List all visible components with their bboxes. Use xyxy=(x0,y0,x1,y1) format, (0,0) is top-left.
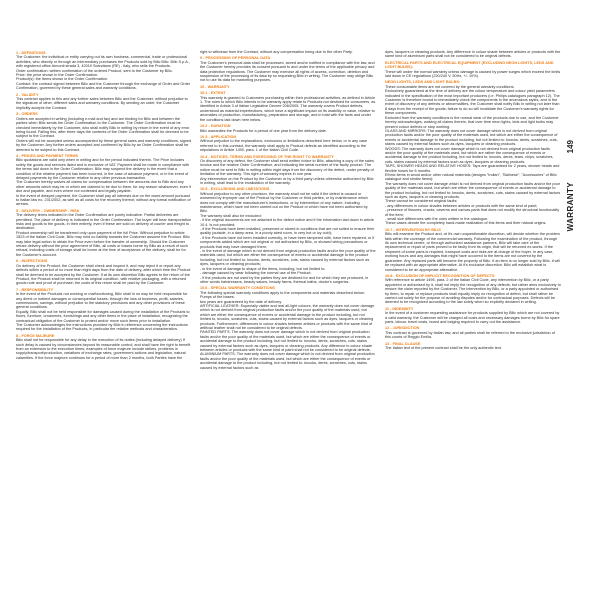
paragraph: On discovery of any defect, the Customer shall send written notice to Bilic, attaching a copy of the sales invoice and the relative Order Confirmation, and indicating the serial number of the faulty product. The notice must be sent to Bilic in writing within eight days from the discovery of the defect, under penalty of limitation of the warranty. This right of warranty expires in one year. xyxy=(200,158,374,177)
section-heading: 10.8 - EXCLUSION OF IMPLICIT RECOGNITION OF DEFECTS xyxy=(385,273,495,278)
section-heading: 9 - PROCESSING OF PERSONAL DATA xyxy=(200,56,271,61)
column-1 xyxy=(16,50,192,586)
paragraph: Bilic will examine the Product and, at it's own unquestionable discretion, will decide whether the problem falls within the coverage of the commercial warranty. Following the examination of the product, through its own technical centre, or through authorized assistance partners, Bilic will take care of the replacement or repair of parts proved to be faulty from its origin, that will be returned ex-works. If the shipment of some parts is required, transport costs and risks are at charge of the buyer. In any case, working hours and any damages that might have occurred to the items are not covered by the guarantee. Any replaced parts will become the property of Bilic. If an item is no longer sold by Bilic, it will be replaced with an appropriate alternative. At it's exclusive discretion, Bilic will establish what is considered to be an appropriate alternative. xyxy=(385,232,560,272)
paragraph: The following special warranty conditions apply to the components and materials described below: Pumps of the bases: xyxy=(200,290,365,300)
section-heading: 10 - WARRANTY xyxy=(200,84,230,89)
section-block xyxy=(16,209,192,257)
paragraph: right to withdraw from the Contract, without any compensation being due to the other Party. xyxy=(200,50,353,54)
paragraph: Bilic warranties the Products for a period of one year from the delivery date. xyxy=(200,128,327,133)
section-block xyxy=(385,50,561,59)
section-heading: 4 - PRICES AND PAYMENT TERMS xyxy=(16,153,79,158)
paragraph: The Customer hereby waives all claims for compensation between the amounts due to Bilic and any other amounts which may be or which are claimed to be due to them, for any reason whatsoever, even if due and payable, and even where not contested and legally payable. xyxy=(16,180,191,194)
paragraph: The Customer acknowledges the instructions provided by Bilic in reference concerning the instructions required for the installation of the Products, in particular the relative methods and characteristics. xyxy=(16,322,188,332)
paragraph: - in the event of damage to shape of the items, including, but not limited to: xyxy=(200,266,326,271)
section-heading: 13 - FINAL CLAUSE xyxy=(385,341,421,346)
paragraph: Without prejudice to the explanations, exclusions or limitations described here below, or in any case referred to in this contract, the warranty shall apply to Product defects as identified according to the stipulations in Article 1490, para. 1 of the Italian Civil Code. xyxy=(200,139,368,153)
paragraph: Orders are accepted in writing (including e-mail and fax) and are binding for Bilic and between the parties when Bilic sends the Order Confirmation to the Customer. The Order Confirmation must be checked immediately by the Customer, who shall notify Bilic in writing by return in the event of any error being found. Failing this, after three days the contents of the Order Confirmation shall be deemed to be subject to the Contract. xyxy=(16,116,190,139)
paragraph: This contract applies to this and any further sales between Bilic and the Customer, without prejudice to the signature of other, different sales and warranty conditions. By sending an order, the Customer implicitly accepts the Contract. xyxy=(16,97,188,110)
section-block xyxy=(16,154,192,207)
section-block xyxy=(200,50,376,54)
section-heading: 10.6 - SPECIAL WARRANTY CONDITIONS xyxy=(200,286,275,291)
paragraph: Equally, Bilic shall not be held responsible for damages caused during the installation of the Products to floors, furniture, ornaments, furnishings and any other items in the place of installation, recognizing the contractual obligation of the Customer to protect and/or move such items prior to installation. xyxy=(16,309,190,323)
section-heading: ELECTRICAL PARTS AND ELECTRICAL EQUIPMENT (EXCLUDING NEON LIGHTS, LEDS AND LIGHT BULBS): xyxy=(385,60,554,70)
section-block xyxy=(16,93,192,111)
paragraph: In the event of delayed payment, the Customer shall pay all interests due on the owed amount pursuant to Italian law no. 231/2002, as well as all costs for the recovery thereof, without any formal notification of arrears. xyxy=(16,193,191,207)
column-2 xyxy=(200,50,376,586)
section-title: WARRANTY xyxy=(566,182,575,232)
section-block xyxy=(200,155,376,186)
paragraph: Product(s): the Items shown in the Order Confirmation. xyxy=(16,77,109,82)
section-block xyxy=(200,124,376,133)
section-heading: 7 - RESPONSIBILITY xyxy=(16,287,54,292)
section-heading: 10.3 - APPLICATION xyxy=(200,134,237,139)
paragraph: two years are guaranteed by the date of delivery. xyxy=(200,299,283,304)
section-heading: 10.1 - EXTENT xyxy=(200,91,226,96)
section-heading: 10.7 - INTERVENTION BY BILIC xyxy=(385,227,442,232)
paragraph: WOODS: The warranty does not cover damage which is not derived from original production faults and/or the poor quality of the materials used, but which are rather the consequence of events or accidental damage to the product including, but not limited to: knocks, dents, tears, chips, scratches, cuts, stains caused by external factors such as dyes, lacquers or cleaning products. xyxy=(385,146,554,164)
paragraph: Product ownership will be transferred only upon payment of the full Price. Without prejudice to article 1523 of the Italian Civil Code, Bilic may hold no liability towards the Customer assume the Product. Bilic may take legal action to obtain the Price even before the transfer of ownership. Should the Customer refuse delivery without the prior agreement of Bilic, all costs or losses borne by Bilic as a result of such refusal, including costs of storage shall be borne at the time of acceptance of the delivery, shall be for the Customer's account. xyxy=(16,230,190,257)
page-number: 149 xyxy=(566,140,575,154)
section-heading: 6 - INSPECTIONS xyxy=(16,259,48,264)
paragraph: The warranty does not cover damage which is not derived from original production faults and/or the poor quality of the materials used, but which are either the consequence of events or accidental damage to the product including, but not limited to: knocks, dents, scratches, cuts, stains caused by external factors such as dyes, lacquers or cleaning products. xyxy=(385,181,561,199)
paragraph: PAINTED PARTS: The warranty does not cover damage which is not derived from original production faults and/or the poor quality of the materials used, but which are either the consequence of events or accidental damage to the product including, but not limited to: knocks, dents, scratches, cuts, stains caused by external factors such as dyes, lacquers or cleaning products. Any difference in colour shade between articles or products with the same kind of paint shall not be considered to be original defects. xyxy=(200,330,373,352)
paragraph: With reference to article 1495, para. 2 of the Italian Civil Code, any intervention by Bilic, or a party appointed or authorised by it, shall not imply the recognition of any defects, but rather aims exclusively to ensure the claim reported by the Customer. The intervention by Bilic, or a party appointed or authorised by them, to repair or replace products shall equally imply no recognition of defect, but shall rather be carried out solely for the purpose of avoiding disputes and/or for contractual purposes. Defects will be deemed to be recognized according to the law solely when so explicitly declared in writing. xyxy=(385,278,561,305)
section-heading: 5 - DELIVERY - OWNERSHIP - RISK xyxy=(16,208,80,213)
paragraph: These consumable items are not covered by the general warranty conditions. xyxy=(385,84,515,89)
paragraph: TAPS, SHOWER HEADS AND RELATIVE HOSES: Taps are guaranteed for 2 years, shower heads and flexible hoses for 6 months. xyxy=(385,164,560,173)
paragraph: This contract is governed by Italian law, and all parties shall be referred to the exclusive jurisdiction of this courts of Reggio Emilia. xyxy=(385,330,555,340)
section-block xyxy=(385,274,561,305)
paragraph: The Italian text of the present contract shall be the only authentic text. xyxy=(385,346,502,350)
paragraph: Contract: the contract signed between Bilic and the Customer through the exchange of Order and Order Confirmation, governed by these general sales and warranty conditions. xyxy=(16,81,191,91)
paragraph: - if the products are not used by the parties they are destined for and for which they are produced, in other words hairdressers, beauty salons, beauty farms, thermal baths, doctor's surgeries. xyxy=(200,275,369,284)
paragraph: The Customer's personal data shall be processed, stored and/or notified in compliance with the law, and the Customer hereby provides its consent pursuant to and under the terms of the applicable privacy and data protection regulations. The Customer may exercise all rights of access, correction, deletion and suspension of the processing of its data by so requesting Bilic in writing. The Customer may oblige Bilic not to use its data for marketing purposes. xyxy=(200,60,375,83)
paragraph: Without prejudice to any other provision, the warranty shall not be valid if the defect is caused or worsened by improper use of the Product by the Customer or third parties, or by maintenance which does not comply with the manufacturer's instructions, or by intervention of any nature, including maintenance, which have not been carried out on the Product or which have not been authorised by Bilic. xyxy=(200,191,368,214)
section-heading: 3 - ORDERS xyxy=(16,112,38,117)
section-heading: 10.5 - EXCLUSIONS AND LIMITATIONS xyxy=(200,187,270,192)
section-block xyxy=(16,334,192,360)
paragraph: Price: the price shown in the Order Confirmation. xyxy=(16,73,99,78)
paragraph: ALUMINIUM PARTS: The warranty does not cover damage which is not derived from original production faults and/or the poor quality of the materials used, but which are either the consequence of events or accidental damage to the product including, but not limited to: knocks, dents, scratches, cuts, stains caused by external factors such as xyxy=(200,352,375,370)
paragraph: These will under the normal warranty unless damage is caused by power surges which exceed the limits laid down in CE regulations (220/240 V, 50Hz, +/- 10%). xyxy=(385,69,561,79)
paragraph: - if the Products have not been installed correctly, or have been tampered with, have been repaired, or if components added which are not original or not authorised by Bilic, or showed wiring precautions or products that may have damaged them; xyxy=(200,235,375,249)
section-block xyxy=(200,56,376,82)
section-heading: 10.4 - NOTICES, TERMS AND EXERCISING OF THE RIGHT TO WARRANTY xyxy=(200,154,334,159)
paragraph: In the event of the Products not working or malfunctioning, Bilic shall in no way be held responsible for any direct or indirect damages or consequential losses, through the loss of business, profit, salaries, commissions, savings, without prejudice to the statutory provisions and any other provisions of these general conditions. xyxy=(16,292,188,310)
paragraph: - in the event of damage which is not derived from original production faults and/or the poor quality of the materials used, but which are either the consequence of events or accidental damage to the product including, but not limited to: knocks, dents, scratches, cuts, stains caused by external factors such as dyes, lacquers or cleaning products; xyxy=(200,249,376,267)
paragraph: Order confirmation: written confirmation of the ordered Product, sent to the Customer by Bilic. xyxy=(16,68,173,73)
paragraph: dyes, lacquers or cleaning products. Any difference in colour shade between articles or products with the same kind of aluminium parts shall not be considered to be original defects. xyxy=(385,50,561,59)
paragraph: The Customer: the individual or entity carrying out its own business, commercial, trade or professional activities, who directly or through an intermediary purchases the Products sold by Bilic Bilic: Bilic S.p.A., with registered office Annonti strada 3, 42019 Scandiano (RE) - Italy, who sells the Products. xyxy=(16,55,190,69)
section-heading: 2 - VALIDITY xyxy=(16,92,39,97)
paragraph: The delivery terms indicated in the Order Confirmation are purely indicative. Partial deliveries are permitted. The place of delivery is indicated in the Order Confirmation. The buyer will bear transportation risks and goods to the goods, in their entirety, even if these are sold on delivery of courier and freight to destination. xyxy=(16,213,192,231)
section-heading: 12 - JURISDICTION xyxy=(385,326,420,331)
paragraph: - if the Products have been installed, preserved or stored in conditions that are not suited to ensure their quality (outside, in a damp area, in a poorly aired room, in very hot or icy cold); xyxy=(200,227,375,236)
paragraph: Orders will not be accepted unless accompanied by these general sales and warranty conditions, signed by the Customer. Any further orders accepted and confirmed by Bilic by an Order Confirmation shall be deemed to be subject to this Contract. xyxy=(16,138,192,152)
section-block xyxy=(200,85,376,89)
section-block xyxy=(200,135,376,153)
section-heading: NEON LIGHTS, LEDS AND LIGHT BULBS: xyxy=(385,80,461,85)
paragraph: Exclusively guaranteed at the time of delivery are the colour temperature and colour yield parameters indicated in the specification of the most important producers (i.e. Philips catalogues paragraph 12). The Customer is therefore bound to immediately check the components in the anomalous styles, and in the event of discovery of any defects or abnormalities, the Customer shall notify Bilic in writing not later than 8 days from the receipt of the goods; failure to do so will invalidate the Customer's warranty rights for these components. xyxy=(385,89,560,116)
paragraph: GLASS AND MIRRORS: The warranty does not cover damage which is not derived from original production faults and/or the poor quality of the materials used, but which are either the consequence of events or accidental damage to the product including, but not limited to: knocks, dents, scratches, cuts, stains caused by external factors such as dyes, lacquers or cleaning products. xyxy=(385,128,558,147)
section-block xyxy=(200,286,376,370)
paragraph: Excluded from the warranty conditions is the normal wear of the products due to use, and the Customer hereby acknowledges, waiving all claims therein, that over time neon lights, leds and light bulbs may present colour defects or stop working. xyxy=(385,115,559,129)
side-label xyxy=(566,140,586,280)
paragraph: These cases denote the completely hand-made realization of this items and their natural origins. xyxy=(385,221,547,226)
section-block xyxy=(16,51,192,91)
section-heading: 11 - INDEMNITY xyxy=(385,306,414,311)
paragraph: This warranty is granted to Customers purchasing within their professional activities, as defined in Article 1. The rules to which Bilic intends to be warranty apply relate to Products not destined for consumers, as identified in Article 3 of Italian Legislative Decree 206/2005. The warranty covers Product defects, understood as material imperfections, which have a significant impact on its usability or value, relative to anomalies of production, manufacturing, preparation and storage, and in total with the facts and under the conditions laid down here below. xyxy=(200,95,376,122)
section-heading: 8 - FORCE MAJEURE xyxy=(16,333,55,338)
paragraph: - any differences in colour shades between articles or products with the same kind of paint; xyxy=(385,203,538,208)
section-heading: 10.2 - DURATION xyxy=(200,124,231,129)
paragraph: The warranty shall also be excluded: xyxy=(200,213,262,218)
paragraph: - damage caused by wear following the normal use of the Product; xyxy=(200,271,312,276)
section-block xyxy=(385,342,561,351)
section-block xyxy=(385,307,561,325)
section-block xyxy=(385,326,561,339)
paragraph: ARTIFICIAL LEATHER: Especially visible and real all-light colours, the warranty does not cover damage which is not derived from original production faults and/or the poor quality of the materials used, but which are either the consequence of events or accidental damage to the product including, but not limited to, knocks, scratches, cuts, stains caused by external factors such as dyes, lacquers or cleaning products. Furthermore, differences in colour shades between articles or products with the same kind of artificial leather shall not be considered to be original defects. xyxy=(200,303,375,330)
paragraph: Bilic shall not be responsible for any delay in the execution of its duties (including delayed delivery) if such delay is caused by circumstances beyond its reasonable control, and shall have the right to benefit from an extension to the execution times; examples of force majeure include strikes, problems in supply/transport/production, variations of exchange rates, government actions and legislation, natural calamities. If the force majeure continues for a period of more than 2 months, both Parties have the xyxy=(16,338,191,360)
paragraph: Any intervention on the Product by the Customer or by a third party unless otherwise authorized by Bilic in writing, shall lead to the invalidation of the warranty. xyxy=(200,176,374,185)
paragraph: - presence of fissures, cracks, caverns and canvas parts that does not modify the structural functionality of the item; xyxy=(385,208,560,217)
section-block xyxy=(16,259,192,285)
column-3 xyxy=(385,50,561,586)
paragraph: On delivery of the Product, the Customer shall check and inspect it, and may reject it or report any defects within a period of no more than eight days from the date of delivery, after which time the Product shall be deemed to be accepted by the Customer. If at its own discretion Bilic agrees to the return of the Product, the Product shall be returned in its original condition, with relative packaging, with a returned goods note and proof of purchase; the costs of this return shall be paid by the Customer. xyxy=(16,263,191,286)
section-block xyxy=(385,80,561,225)
paragraph: Ethnic items in wood and/or other natural materials (designs "Indian", "Balinese", "Accessories" of Bilic catalogue and similar items): xyxy=(385,172,557,182)
paragraph: In the event of a customer requesting assistance for products supplied by Bilic which are not covered by a valid warranty, the Customer will be charged all costs and necessary damages borne by Bilic for spare parts, labour, travel costs, board and lodging required to carry out the assistance. xyxy=(385,311,560,324)
paragraph: Bilic quotations are valid only when in writing and for the period indicated therein. The Price includes solely the goods and services listed and is exclusive of VAT. Payment shall be made in compliance with the terms laid down in the Order Confirmation. Bilic may suspend the delivery in the event that a condition of the relative payment has been incurred, in the case of advance payment, or in the event of delayed payments by the Customer relative to any other previous transaction. xyxy=(16,158,190,180)
section-heading: 1 - DEFINITIONS xyxy=(16,51,46,55)
section-block xyxy=(200,187,376,284)
paragraph: - small size differences with the ones written in the catalogue. xyxy=(385,217,489,222)
section-block xyxy=(16,288,192,332)
paragraph: These cannot be considered original faults: xyxy=(385,199,458,204)
section-block xyxy=(385,228,561,272)
section-block xyxy=(200,91,376,122)
section-block xyxy=(16,112,192,152)
paragraph: - if the original documents are not attached to the defect notice and if the information laid down in article 10.4. is not provided; xyxy=(200,218,374,227)
section-block xyxy=(385,61,561,79)
